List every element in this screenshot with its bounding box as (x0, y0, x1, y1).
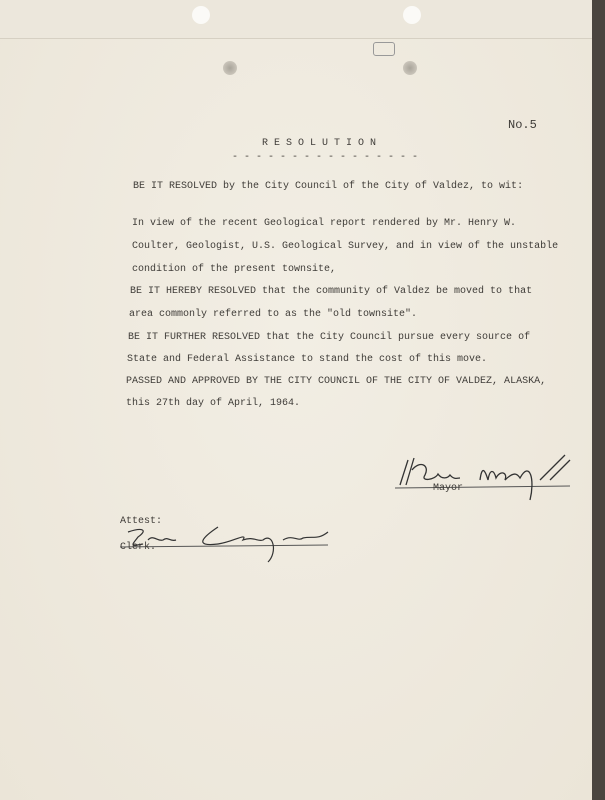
mayor-signature (390, 450, 585, 520)
grommet (403, 61, 417, 75)
binder-strip (0, 0, 592, 39)
grommet (223, 61, 237, 75)
scan-edge (592, 0, 605, 800)
attest-label: Attest: (120, 516, 163, 527)
body-line: In view of the recent Geological report rendered by Mr. Henry W. (132, 218, 517, 229)
mayor-label: Mayor (433, 483, 464, 494)
body-line: BE IT HEREBY RESOLVED that the community of Valdez be moved to that (130, 286, 533, 297)
resolution-number: No.5 (508, 118, 537, 132)
body-line: area commonly referred to as the "old townsite". (129, 309, 418, 320)
stamp-mark (373, 42, 395, 56)
body-line: condition of the present townsite, (132, 264, 337, 275)
body-line: PASSED AND APPROVED BY THE CITY COUNCIL OF THE CITY OF VALDEZ, ALASKA, (126, 376, 547, 387)
body-line: BE IT RESOLVED by the City Council of the City of Valdez, to wit: (133, 181, 524, 192)
title-underline: - - - - - - - - - - - - - - - - (232, 152, 419, 163)
punch-hole (403, 6, 421, 24)
punch-hole (192, 6, 210, 24)
clerk-label: Clerk. (120, 542, 157, 553)
page-title: R E S O L U T I O N (262, 138, 377, 149)
body-line: BE IT FURTHER RESOLVED that the City Council pursue every source of (128, 332, 531, 343)
body-line: Coulter, Geologist, U.S. Geological Survey, and in view of the unstable (132, 241, 559, 252)
body-line: State and Federal Assistance to stand the cost of this move. (127, 354, 488, 365)
body-line: this 27th day of April, 1964. (126, 398, 301, 409)
